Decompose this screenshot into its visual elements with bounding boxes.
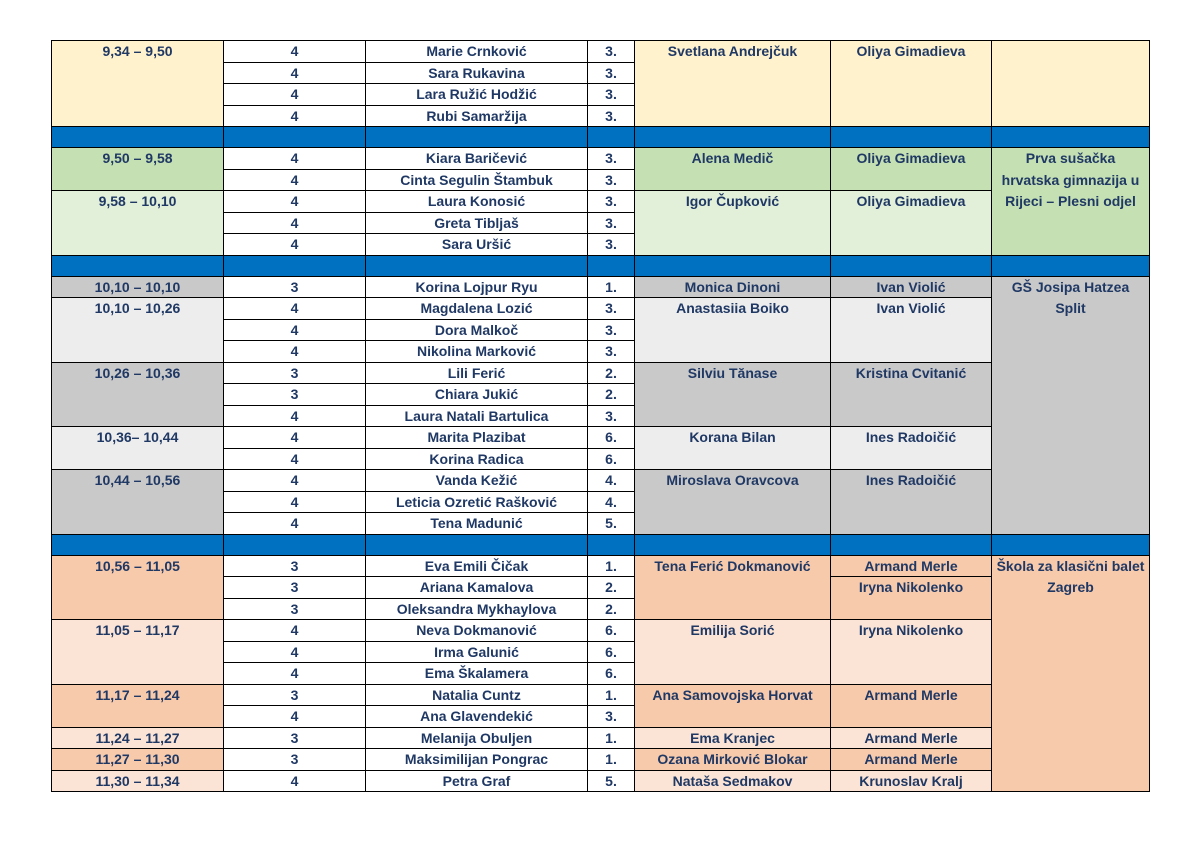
student-name-cell: Ema Škalamera [366, 663, 588, 685]
grade-cell: 3. [588, 298, 635, 320]
student-name-cell: Kiara Baričević [366, 148, 588, 170]
student-name-cell: Korina Radica [366, 448, 588, 470]
category-cell: 4 [224, 105, 366, 127]
accompanist-cell: Ivan Violić [831, 298, 992, 363]
accompanist-cell: Krunoslav Kralj [831, 770, 992, 792]
schedule-row [52, 148, 1150, 170]
grade-cell: 1. [588, 276, 635, 298]
student-name-cell: Marita Plazibat [366, 427, 588, 449]
accompanist-cell: Iryna Nikolenko [831, 620, 992, 685]
grade-cell: 3. [588, 148, 635, 170]
grade-cell: 3. [588, 706, 635, 728]
student-name-cell: Greta Tibljaš [366, 212, 588, 234]
student-name-cell: Lili Ferić [366, 362, 588, 384]
category-cell: 4 [224, 770, 366, 792]
time-slot-cell: 11,05 – 11,17 [52, 620, 224, 685]
teacher-cell: Ema Kranjec [635, 727, 831, 749]
time-slot-cell: 10,56 – 11,05 [52, 555, 224, 620]
separator-cell [52, 534, 224, 555]
category-cell: 4 [224, 319, 366, 341]
teacher-cell: Emilija Sorić [635, 620, 831, 685]
category-cell: 4 [224, 706, 366, 728]
grade-cell: 6. [588, 641, 635, 663]
time-slot-cell: 11,27 – 11,30 [52, 749, 224, 771]
separator-cell [366, 127, 588, 148]
separator-cell [831, 127, 992, 148]
category-cell: 4 [224, 405, 366, 427]
student-name-cell: Sara Uršić [366, 234, 588, 256]
grade-cell: 3. [588, 41, 635, 63]
separator-cell [992, 534, 1150, 555]
schedule-row [52, 470, 1150, 492]
time-slot-cell: 10,10 – 10,10 [52, 276, 224, 298]
category-cell: 4 [224, 513, 366, 535]
student-name-cell: Maksimilijan Pongrac [366, 749, 588, 771]
category-cell: 4 [224, 470, 366, 492]
category-cell: 4 [224, 620, 366, 642]
grade-cell: 3. [588, 319, 635, 341]
grade-cell: 3. [588, 105, 635, 127]
schedule-row [52, 684, 1150, 706]
time-slot-cell: 10,26 – 10,36 [52, 362, 224, 427]
grade-cell: 3. [588, 84, 635, 106]
teacher-cell: Monica Dinoni [635, 276, 831, 298]
student-name-cell: Leticia Ozretić Rašković [366, 491, 588, 513]
time-slot-cell: 11,24 – 11,27 [52, 727, 224, 749]
student-name-cell: Magdalena Lozić [366, 298, 588, 320]
student-name-cell: Ana Glavendekić [366, 706, 588, 728]
student-name-cell: Laura Natali Bartulica [366, 405, 588, 427]
student-name-cell: Rubi Samaržija [366, 105, 588, 127]
schedule-row [52, 298, 1150, 320]
separator-cell [224, 534, 366, 555]
accompanist-cell: Ines Radoičić [831, 427, 992, 470]
category-cell: 3 [224, 555, 366, 577]
schedule-row [52, 191, 1150, 213]
separator-cell [635, 534, 831, 555]
separator-cell [831, 255, 992, 276]
grade-cell: 2. [588, 577, 635, 599]
category-cell: 4 [224, 641, 366, 663]
student-name-cell: Cinta Segulin Štambuk [366, 169, 588, 191]
student-name-cell: Dora Malkoč [366, 319, 588, 341]
schedule-row [52, 620, 1150, 642]
separator-cell [224, 127, 366, 148]
teacher-cell: Ana Samovojska Horvat [635, 684, 831, 727]
time-slot-cell: 9,34 – 9,50 [52, 41, 224, 127]
teacher-cell: Svetlana Andrejčuk [635, 41, 831, 127]
teacher-cell: Miroslava Oravcova [635, 470, 831, 535]
schedule-row [52, 555, 1150, 577]
student-name-cell: Melanija Obuljen [366, 727, 588, 749]
separator-cell [635, 255, 831, 276]
student-name-cell: Petra Graf [366, 770, 588, 792]
category-cell: 3 [224, 684, 366, 706]
grade-cell: 3. [588, 234, 635, 256]
category-cell: 4 [224, 341, 366, 363]
category-cell: 4 [224, 427, 366, 449]
time-slot-cell: 10,36– 10,44 [52, 427, 224, 470]
student-name-cell: Lara Ružić Hodžić [366, 84, 588, 106]
separator-cell [52, 255, 224, 276]
grade-cell: 5. [588, 513, 635, 535]
accompanist-cell: Armand Merle [831, 727, 992, 749]
category-cell: 3 [224, 598, 366, 620]
schedule-row [52, 276, 1150, 298]
accompanist-cell: Armand Merle [831, 684, 992, 727]
separator-cell [588, 127, 635, 148]
grade-cell: 5. [588, 770, 635, 792]
grade-cell: 4. [588, 491, 635, 513]
accompanist-cell: Oliya Gimadieva [831, 148, 992, 191]
student-name-cell: Sara Rukavina [366, 62, 588, 84]
separator-cell [588, 534, 635, 555]
grade-cell: 1. [588, 684, 635, 706]
schedule-row [52, 749, 1150, 771]
separator-cell [52, 127, 224, 148]
schedule-row [52, 770, 1150, 792]
grade-cell: 2. [588, 362, 635, 384]
grade-cell: 3. [588, 62, 635, 84]
accompanist-cell: Ivan Violić [831, 276, 992, 298]
student-name-cell: Chiara Jukić [366, 384, 588, 406]
grade-cell: 2. [588, 384, 635, 406]
time-slot-cell: 11,30 – 11,34 [52, 770, 224, 792]
school-cell: Prva sušačka hrvatska gimnazija u Rijeci – Plesni odjel [992, 148, 1150, 256]
time-slot-cell: 10,10 – 10,26 [52, 298, 224, 363]
category-cell: 4 [224, 234, 366, 256]
separator-cell [992, 255, 1150, 276]
separator-cell [588, 255, 635, 276]
accompanist-cell: Oliya Gimadieva [831, 41, 992, 127]
grade-cell: 3. [588, 169, 635, 191]
section-separator [52, 255, 1150, 276]
accompanist-cell: Armand Merle [831, 749, 992, 771]
category-cell: 3 [224, 577, 366, 599]
grade-cell: 1. [588, 555, 635, 577]
teacher-cell: Tena Ferić Dokmanović [635, 555, 831, 620]
student-name-cell: Korina Lojpur Ryu [366, 276, 588, 298]
separator-cell [831, 534, 992, 555]
teacher-cell: Ozana Mirković Blokar [635, 749, 831, 771]
category-cell: 4 [224, 663, 366, 685]
teacher-cell: Korana Bilan [635, 427, 831, 470]
category-cell: 3 [224, 384, 366, 406]
category-cell: 3 [224, 727, 366, 749]
category-cell: 3 [224, 362, 366, 384]
grade-cell: 3. [588, 405, 635, 427]
schedule-row [52, 427, 1150, 449]
accompanist-cell: Ines Radoičić [831, 470, 992, 535]
student-name-cell: Neva Dokmanović [366, 620, 588, 642]
category-cell: 4 [224, 298, 366, 320]
grade-cell: 6. [588, 448, 635, 470]
section-separator [52, 534, 1150, 555]
accompanist-cell: Iryna Nikolenko [831, 577, 992, 620]
separator-cell [366, 255, 588, 276]
grade-cell: 1. [588, 727, 635, 749]
category-cell: 4 [224, 84, 366, 106]
section-separator [52, 127, 1150, 148]
grade-cell: 4. [588, 470, 635, 492]
category-cell: 4 [224, 191, 366, 213]
teacher-cell: Alena Medič [635, 148, 831, 191]
student-name-cell: Nikolina Marković [366, 341, 588, 363]
student-name-cell: Laura Konosić [366, 191, 588, 213]
student-name-cell: Tena Madunić [366, 513, 588, 535]
grade-cell: 6. [588, 620, 635, 642]
student-name-cell: Marie Crnković [366, 41, 588, 63]
student-name-cell: Irma Galunić [366, 641, 588, 663]
time-slot-cell: 9,50 – 9,58 [52, 148, 224, 191]
schedule-row [52, 362, 1150, 384]
teacher-cell: Nataša Sedmakov [635, 770, 831, 792]
separator-cell [224, 255, 366, 276]
grade-cell: 3. [588, 191, 635, 213]
teacher-cell: Anastasiia Boiko [635, 298, 831, 363]
schedule-row [52, 727, 1150, 749]
schedule-table [51, 40, 1150, 792]
accompanist-cell: Armand Merle [831, 555, 992, 577]
category-cell: 4 [224, 212, 366, 234]
time-slot-cell: 9,58 – 10,10 [52, 191, 224, 256]
separator-cell [635, 127, 831, 148]
time-slot-cell: 11,17 – 11,24 [52, 684, 224, 727]
category-cell: 4 [224, 491, 366, 513]
teacher-cell: Igor Čupković [635, 191, 831, 256]
school-cell [992, 41, 1150, 127]
separator-cell [366, 534, 588, 555]
category-cell: 4 [224, 169, 366, 191]
grade-cell: 6. [588, 427, 635, 449]
student-name-cell: Oleksandra Mykhaylova [366, 598, 588, 620]
category-cell: 4 [224, 41, 366, 63]
school-cell: GŠ Josipa Hatzea Split [992, 276, 1150, 534]
student-name-cell: Natalia Cuntz [366, 684, 588, 706]
grade-cell: 3. [588, 341, 635, 363]
category-cell: 3 [224, 276, 366, 298]
accompanist-cell: Oliya Gimadieva [831, 191, 992, 256]
grade-cell: 6. [588, 663, 635, 685]
schedule-row [52, 41, 1150, 63]
student-name-cell: Vanda Kežić [366, 470, 588, 492]
grade-cell: 2. [588, 598, 635, 620]
category-cell: 4 [224, 62, 366, 84]
student-name-cell: Eva Emili Čičak [366, 555, 588, 577]
category-cell: 4 [224, 448, 366, 470]
separator-cell [992, 127, 1150, 148]
student-name-cell: Ariana Kamalova [366, 577, 588, 599]
school-cell: Škola za klasični balet Zagreb [992, 555, 1150, 792]
time-slot-cell: 10,44 – 10,56 [52, 470, 224, 535]
category-cell: 4 [224, 148, 366, 170]
grade-cell: 1. [588, 749, 635, 771]
grade-cell: 3. [588, 212, 635, 234]
accompanist-cell: Kristina Cvitanić [831, 362, 992, 427]
teacher-cell: Silviu Tănase [635, 362, 831, 427]
category-cell: 3 [224, 749, 366, 771]
